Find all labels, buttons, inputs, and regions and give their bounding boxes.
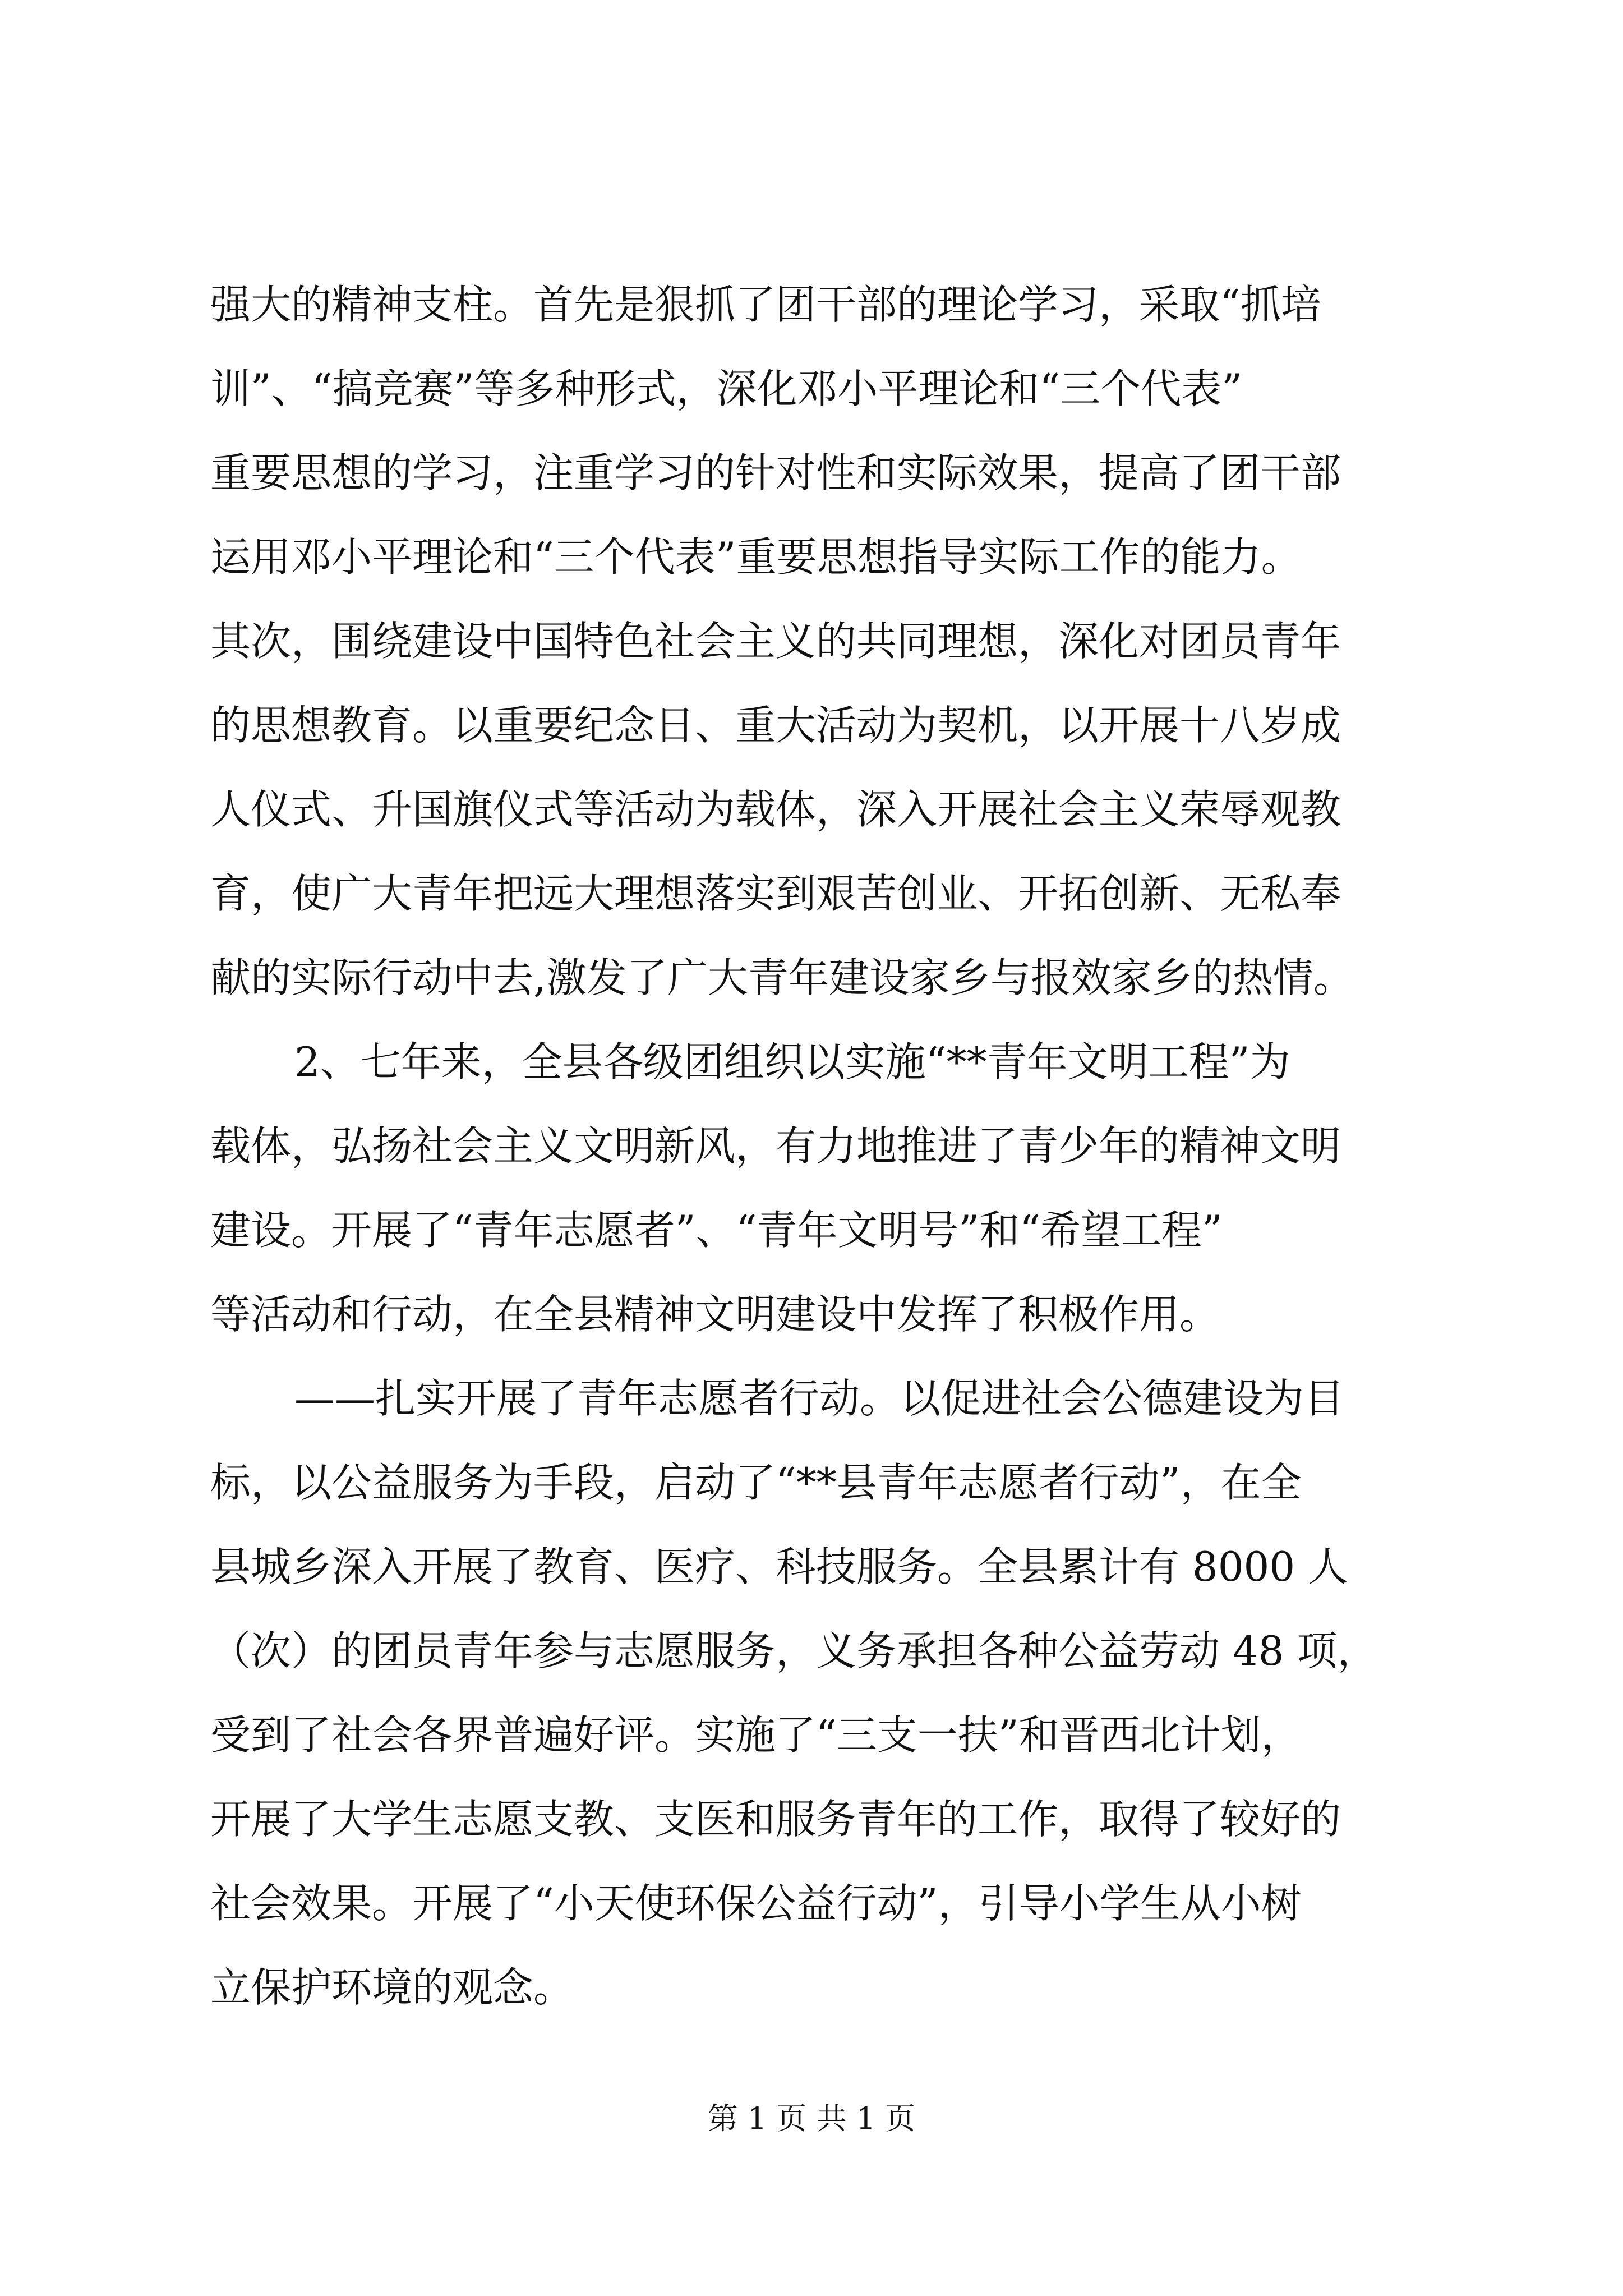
text-line: 育，使广大青年把远大理想落实到艰苦创业、开拓创新、无私奉 [210,870,1341,917]
text-line: 受到了社会各界普遍好评。实施了“三支一扶”和晋西北计划， [210,1711,1302,1759]
paragraph-start-line: ——扎实开展了青年志愿者行动。以促进社会公德建设为目 [294,1375,1345,1422]
text-line: 标，以公益服务为手段，启动了“**县青年志愿者行动”，在全 [210,1459,1302,1506]
text-line: （次）的团员青年参与志愿服务，义务承担各种公益劳动 48 项， [210,1627,1378,1674]
text-line: 运用邓小平理论和“三个代表”重要思想指导实际工作的能力。 [210,533,1302,581]
document-body [210,263,1416,2030]
text-line: 训”、“搞竞赛”等多种形式，深化邓小平理论和“三个代表” [210,365,1243,412]
text-line: 社会效果。开展了“小天使环保公益行动”，引导小学生从小树 [210,1880,1302,1927]
text-line: 其次，围绕建设中国特色社会主义的共同理想，深化对团员青年 [210,618,1341,665]
text-line: 载体，弘扬社会主义文明新风，有力地推进了青少年的精神文明 [210,1122,1341,1170]
paragraph-start-line: 2、七年来，全县各级团组织以实施“**青年文明工程”为 [294,1038,1290,1085]
text-line: 强大的精神支柱。首先是狠抓了团干部的理论学习，采取“抓培 [210,281,1321,328]
page-number-footer: 第 1 页 共 1 页 [707,2101,916,2136]
text-line: 重要思想的学习，注重学习的针对性和实际效果，提高了团干部 [210,449,1341,496]
text-line: 建设。开展了“青年志愿者”、“青年文明号”和“希望工程” [210,1207,1223,1254]
text-line: 人仪式、升国旗仪式等活动为载体，深入开展社会主义荣辱观教 [210,786,1341,833]
text-line: 等活动和行动，在全县精神文明建设中发挥了积极作用。 [210,1291,1220,1338]
text-line: 立保护环境的观念。 [210,1964,574,2011]
text-line: 献的实际行动中去,激发了广大青年建设家乡与报效家乡的热情。 [210,954,1354,1001]
text-line: 县城乡深入开展了教育、医疗、科技服务。全县累计有 8000 人 [210,1543,1349,1590]
text-line: 的思想教育。以重要纪念日、重大活动为契机，以开展十八岁成 [210,702,1341,749]
text-line: 开展了大学生志愿支教、支医和服务青年的工作，取得了较好的 [210,1796,1341,1843]
